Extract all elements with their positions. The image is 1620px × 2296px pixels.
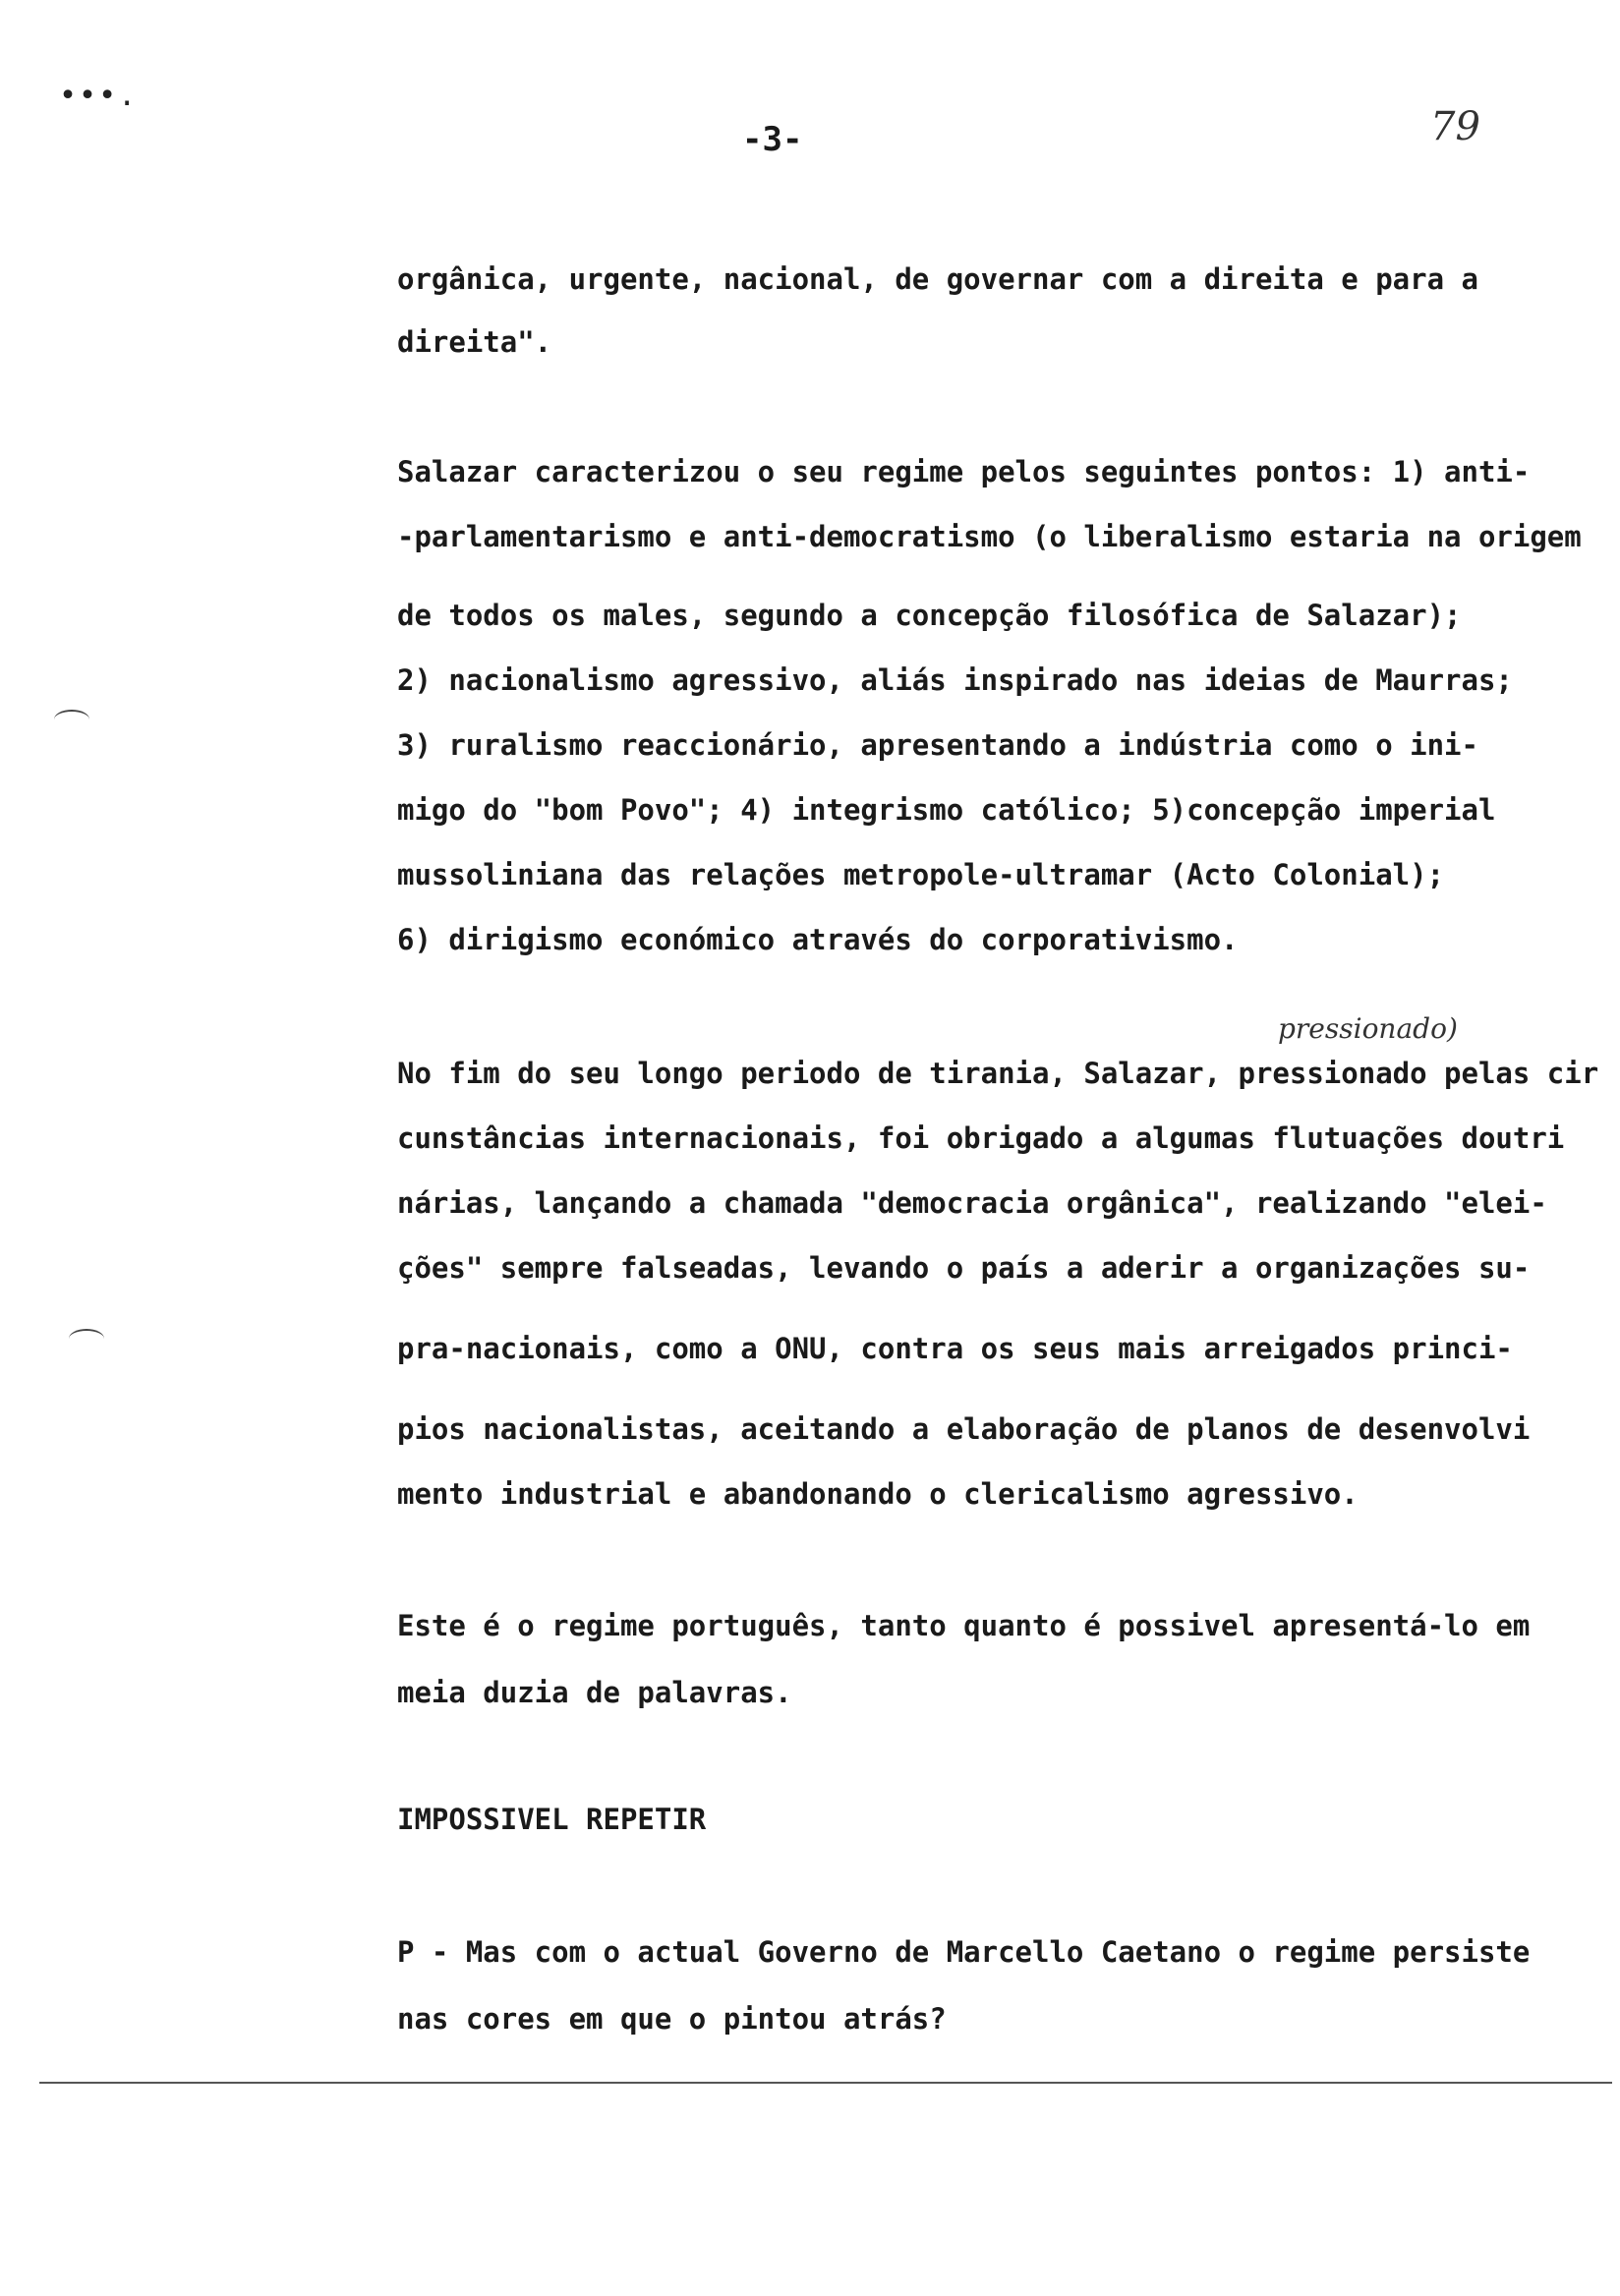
text-line: Este é o regime português, tanto quanto é possivel apresentá-lo em [397,1609,1531,1642]
page-number: -3- [742,120,803,159]
text-line: No fim do seu longo periodo de tirania, Salazar, pressionado pelas cir [397,1057,1599,1090]
text-line: 3) ruralismo reaccionário, apresentando a indústria como o ini- [397,728,1478,762]
text-line: Salazar caracterizou o seu regime pelos seguintes pontos: 1) anti- [397,455,1531,488]
section-heading: IMPOSSIVEL REPETIR [397,1803,707,1836]
text-line: 6) dirigismo económico através do corporativismo. [397,923,1239,956]
text-line: migo do "bom Povo"; 4) integrismo católico; 5)concepção imperial [397,793,1496,827]
margin-mark-top [54,710,89,729]
text-line: nas cores em que o pintou atrás? [397,2002,947,2036]
text-line: pios nacionalistas, aceitando a elaboração de planos de desenvolvi [397,1412,1531,1446]
text-line: cunstâncias internacionais, foi obrigado a algumas flutuações doutri [397,1121,1565,1155]
text-line: orgânica, urgente, nacional, de governar com a direita e para a [397,262,1478,296]
corner-marks: •••. [59,79,139,113]
bottom-rule [39,2082,1612,2084]
text-line: direita". [397,325,552,359]
margin-mark-bottom [69,1329,104,1349]
text-line: nárias, lançando a chamada "democracia orgânica", realizando "elei- [397,1186,1547,1220]
text-line: meia duzia de palavras. [397,1676,792,1709]
text-line: 2) nacionalismo agressivo, aliás inspirado nas ideias de Maurras; [397,663,1513,697]
text-line: ções" sempre falseadas, levando o país a aderir a organizações su- [397,1251,1531,1285]
text-line: pra-nacionais, como a ONU, contra os seus mais arreigados princi- [397,1332,1513,1365]
folio-number: 79 [1430,104,1480,149]
text-line: de todos os males, segundo a concepção filosófica de Salazar); [397,599,1462,632]
text-line: mussoliniana das relações metropole-ultramar (Acto Colonial); [397,858,1445,891]
handwritten-annotation: pressionado) [1278,1012,1458,1045]
text-line: -parlamentarismo e anti-democratismo (o liberalismo estaria na origem [397,520,1582,553]
text-line: P - Mas com o actual Governo de Marcello Caetano o regime persiste [397,1935,1531,1969]
text-line: mento industrial e abandonando o clericalismo agressivo. [397,1477,1359,1511]
